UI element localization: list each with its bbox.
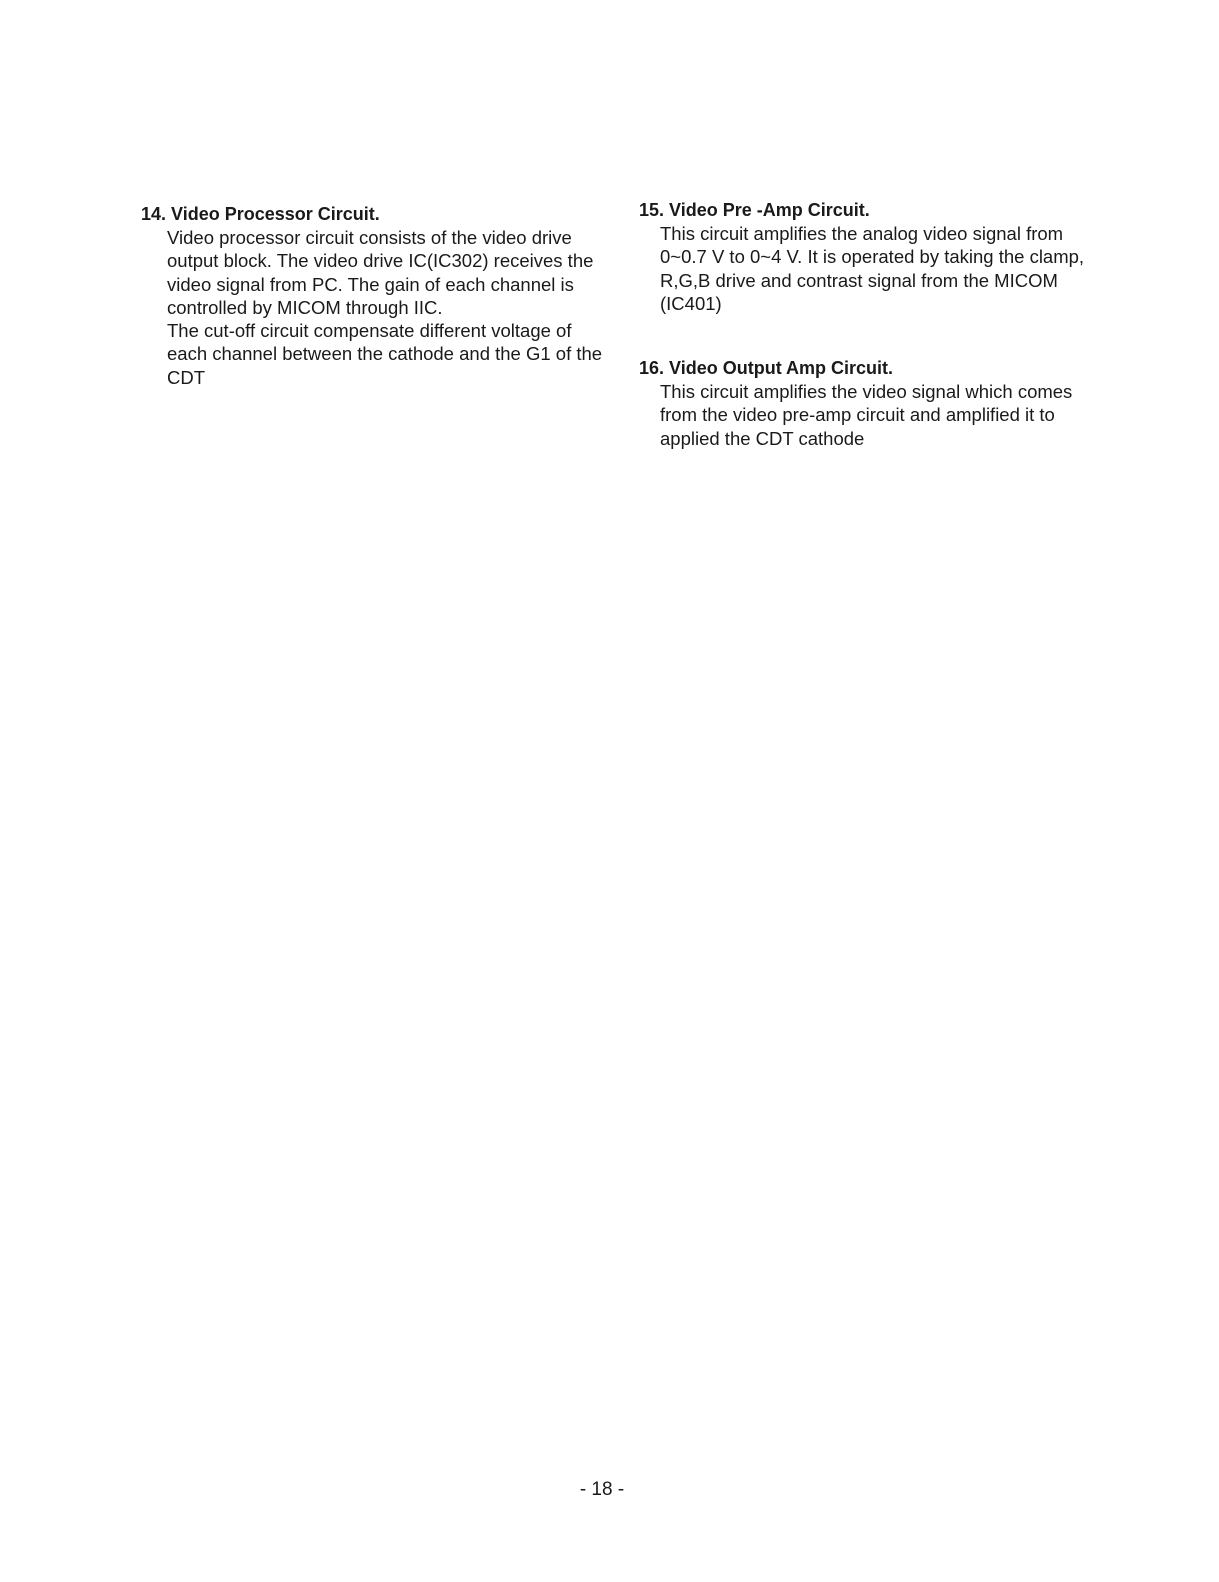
section-title: 14. Video Processor Circuit. [141,204,380,224]
section-video-output-amp-circuit [639,356,1072,450]
body-line: output block. The video drive IC(IC302) receives the [167,250,594,272]
section-video-processor-circuit [141,202,602,389]
section-body [660,222,1084,315]
body-line: video signal from PC. The gain of each channel is [167,273,574,295]
section-body [660,380,1072,450]
body-line: R,G,B drive and contrast signal from the MICOM [660,269,1058,291]
body-line: 0~0.7 V to 0~4 V. It is operated by taking the clamp, [660,246,1085,268]
section-title: 15. Video Pre -Amp Circuit. [639,200,870,220]
body-line: (IC401) [660,292,722,314]
body-line: The cut-off circuit compensate different voltage of [167,320,572,342]
page-number: - 18 - [579,1479,625,1500]
body-line: from the video pre-amp circuit and amplified it to [660,404,1055,426]
section-body [167,226,602,389]
body-line: CDT [167,366,206,388]
section-video-pre-amp-circuit [639,198,1084,315]
body-line: This circuit amplifies the analog video signal from [660,223,1064,244]
body-line: This circuit amplifies the video signal which comes [660,381,1073,402]
body-line: applied the CDT cathode [660,427,865,449]
body-line: Video processor circuit consists of the video drive [167,227,572,248]
body-line: each channel between the cathode and the G1 of the [167,343,603,365]
section-title: 16. Video Output Amp Circuit. [639,358,894,378]
body-line: controlled by MICOM through IIC. [167,296,443,318]
